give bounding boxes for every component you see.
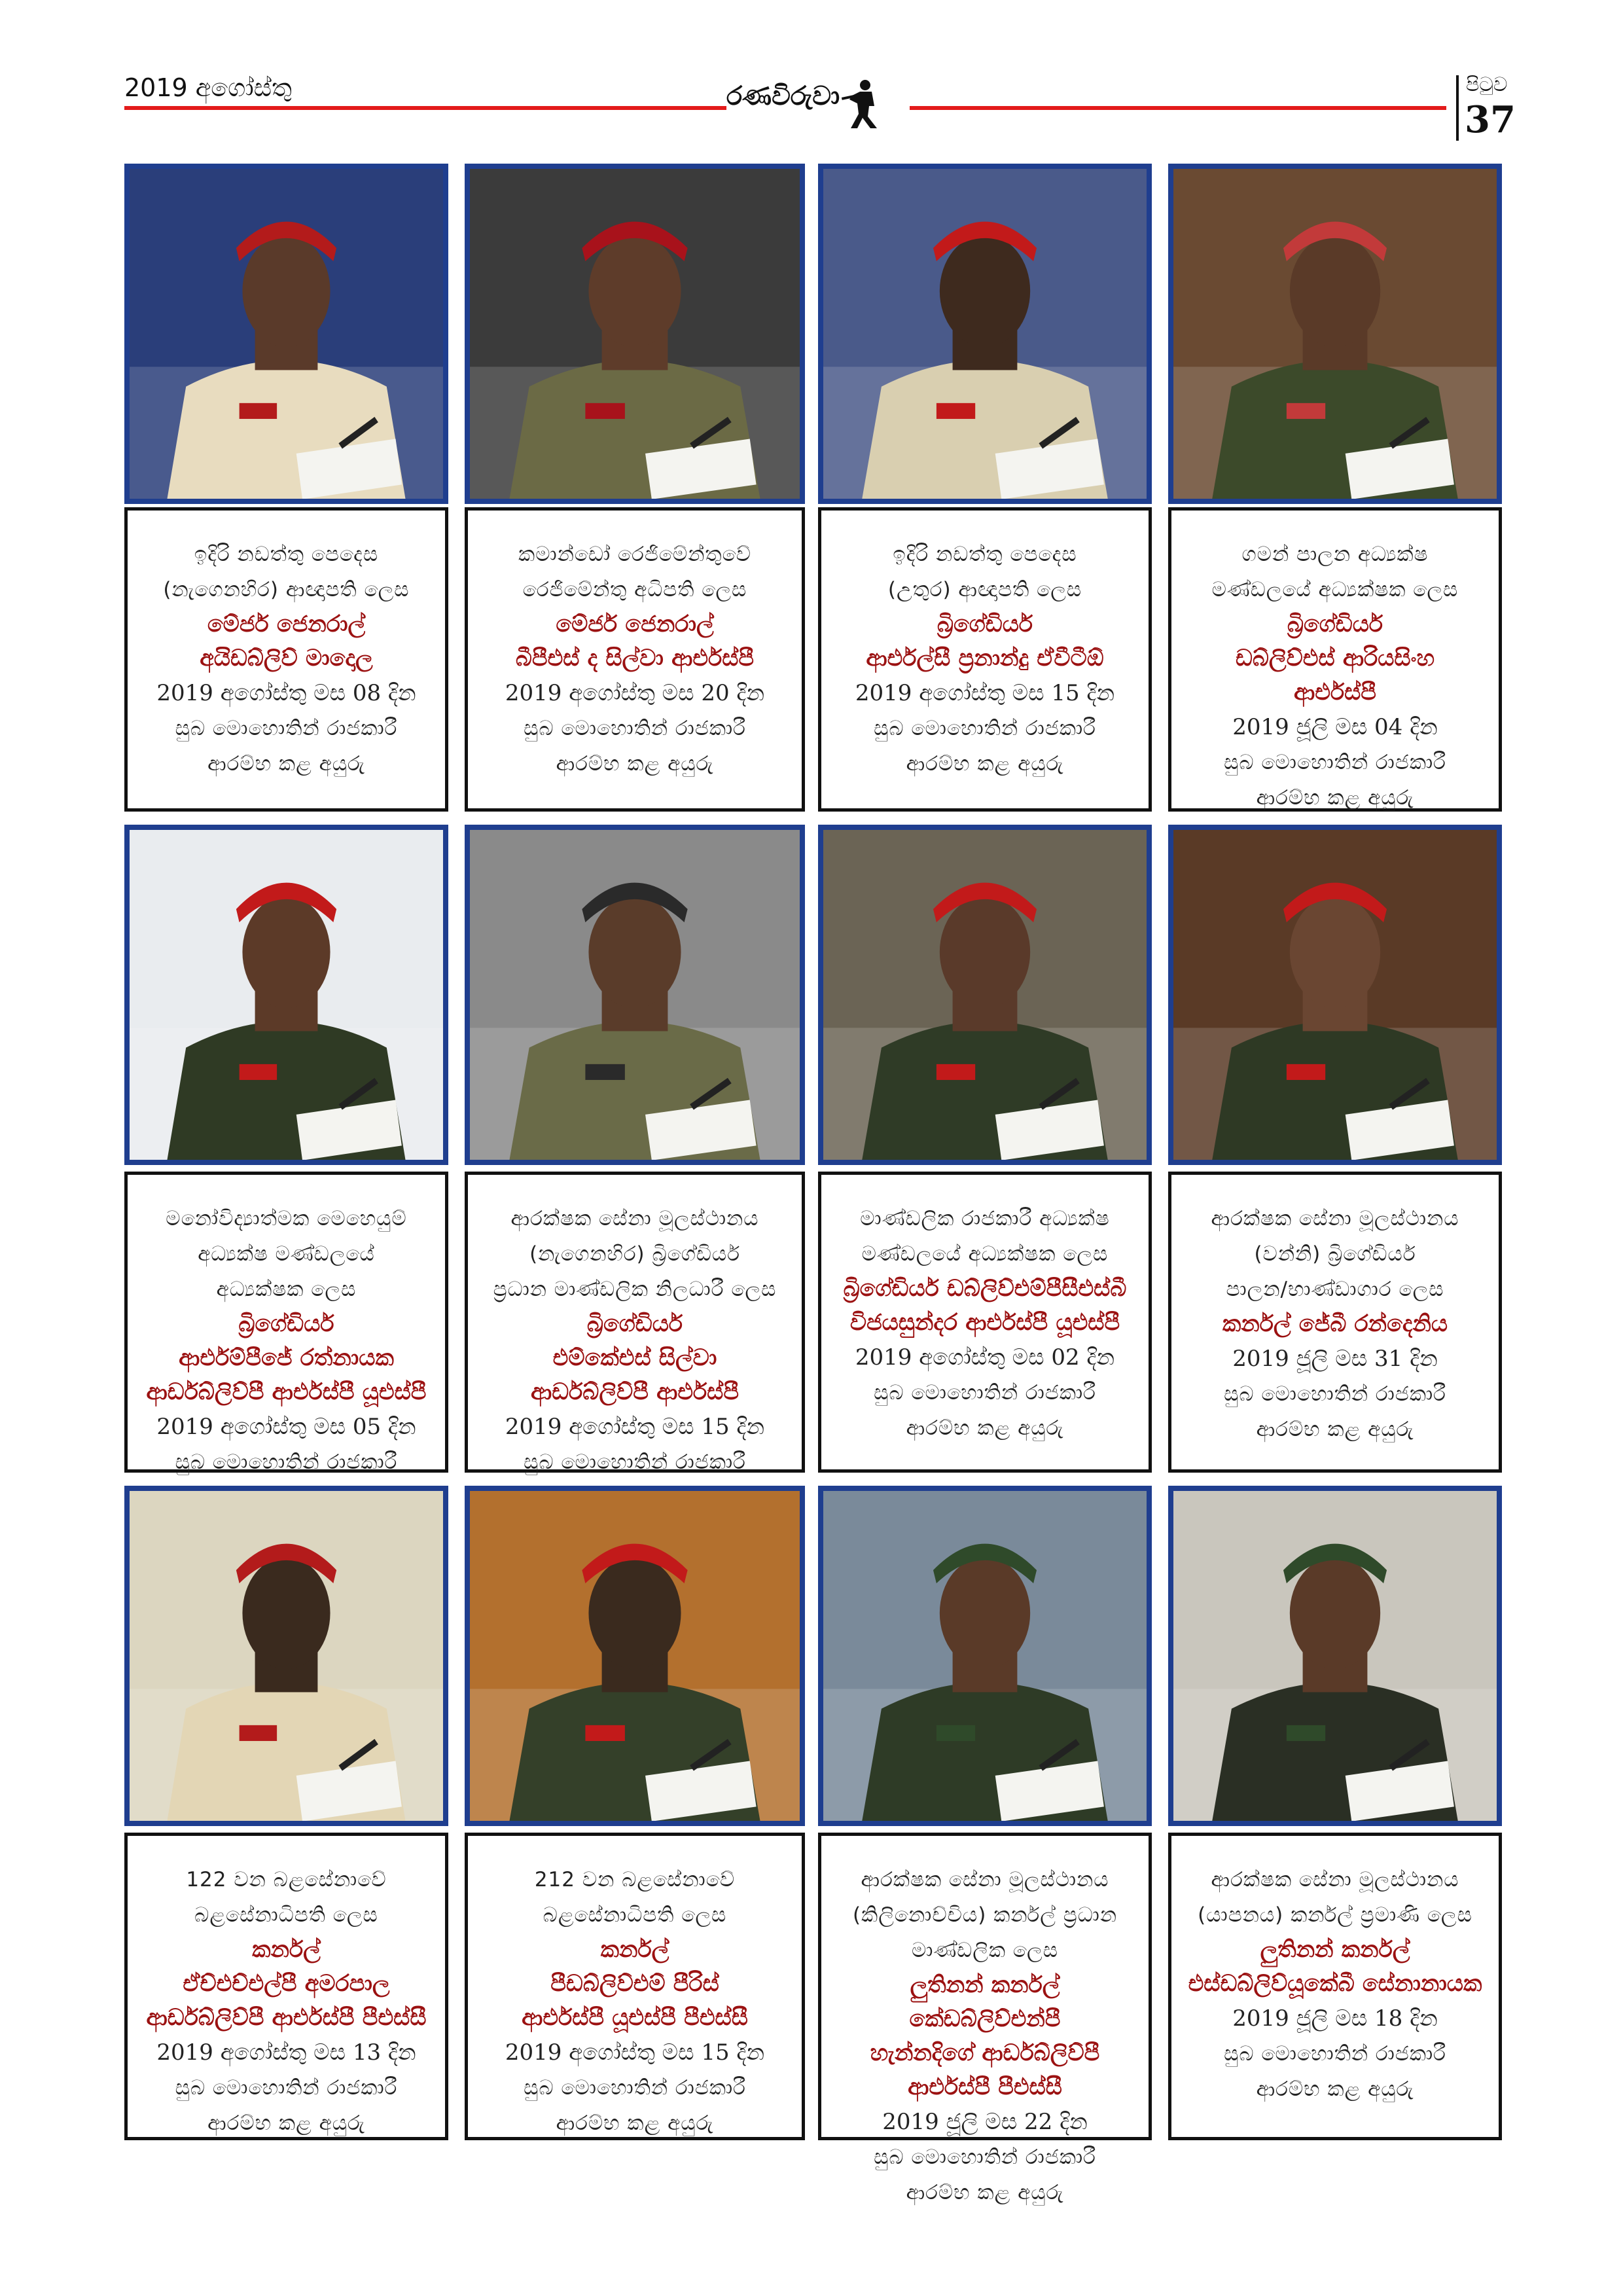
masthead-logo — [726, 77, 910, 130]
appointment-role-line: ඉදිරි නඩත්තු පෙදෙස — [194, 543, 379, 566]
assumption-note-line: සුබ මොහොතින් රාජකාරී — [1224, 2042, 1446, 2066]
appointment-role-line: ආරක්ෂක සේනා මූලස්ථානය — [1211, 1207, 1459, 1230]
assumption-date: 2019 ජූලි මස 31 දින — [1232, 1346, 1438, 1372]
officer-name-line: කර්නල් ජේබී රන්දෙනිය — [1222, 1311, 1448, 1337]
assumption-date: 2019 අගෝස්තු මස 05 දින — [156, 1414, 416, 1440]
officer-name-line: කර්නල් — [252, 1937, 321, 1963]
assumption-date: 2019 අගෝස්තු මස 02 දින — [855, 1344, 1115, 1371]
appointment-role-line: ආරක්ෂක සේනා මූලස්ථානය — [510, 1207, 759, 1230]
assumption-note-line: ආරම්භ කළ අයුරු — [906, 752, 1064, 776]
officer-name-line: බ්‍රිගේඩියර් — [586, 1311, 683, 1337]
appointment-role-line: (නැගෙනහිර) ආඥාපති ලෙස — [163, 578, 410, 601]
officer-name-line: කර්නල් — [600, 1937, 669, 1963]
officer-name-line: හැන්නදිගේ ආර්ඩබ්ලිව්පී — [870, 2040, 1100, 2066]
officer-photo — [818, 164, 1152, 504]
assumption-note-line: සුබ මොහොතින් රාජකාරී — [1224, 751, 1446, 774]
appointment-role-line: මණ්ඩලයේ අධ්‍යක්ෂක ලෙස — [861, 1242, 1109, 1266]
appointment-caption — [818, 1172, 1152, 1473]
officer-name-line: ලුතිනන් කර්නල් — [1260, 1937, 1410, 1963]
assumption-date: 2019 අගෝස්තු මස 08 දින — [156, 680, 416, 706]
assumption-note-line: ආරම්භ කළ අයුරු — [207, 2111, 365, 2135]
officer-name-line: මේජර් ජෙනරාල් — [556, 611, 714, 637]
assumption-note-line: සුබ මොහොතින් රාජකාරී — [524, 1450, 746, 1474]
appointment-role-line: මනෝවිද්‍යාත්මක මෙහෙයුම් — [166, 1207, 407, 1230]
officer-name-line: පීඩබ්ලිව්එම් පීරිස් — [550, 1971, 719, 1997]
appointment-role-line: ප්‍රධාන මාණ්ඩලික නිලධාරී ලෙස — [493, 1278, 777, 1301]
officer-photo — [465, 1486, 805, 1826]
appointment-role-line: රෙජිමේන්තු අධිපති ලෙස — [522, 578, 747, 601]
officer-name-line: ආර්ඩබ්ලිව්පී ආර්එස්පී යූඑස්පී — [146, 1379, 427, 1405]
header-rule-left — [124, 106, 726, 110]
officer-name-line: ඩබ්ලිව්එස් ආරියසිංහ — [1235, 645, 1435, 672]
appointment-role-line: 122 වන බළසේනාවේ — [186, 1868, 387, 1892]
officer-photo — [1168, 1486, 1502, 1826]
appointment-role-line: බළසේනාධිපති ලෙස — [194, 1903, 378, 1927]
assumption-note-line: ආරම්භ කළ අයුරු — [906, 2181, 1064, 2204]
officer-photo — [124, 164, 448, 504]
appointment-caption — [1168, 507, 1502, 812]
officer-photo — [818, 825, 1152, 1165]
appointment-role-line: කමාන්ඩෝ රෙජිමේන්තුවේ — [518, 543, 751, 566]
assumption-note-line: ආරම්භ කළ අයුරු — [906, 1416, 1064, 1440]
officer-name-line: ලුතිනන් කර්නල් කේඩබ්ලිව්එන්පී — [909, 1972, 1061, 2032]
assumption-note-line: ආරම්භ කළ අයුරු — [1256, 786, 1414, 810]
assumption-note-line: සුබ මොහොතින් රාජකාරී — [175, 2076, 398, 2100]
assumption-note-line: සුබ මොහොතින් රාජකාරී — [524, 717, 746, 740]
appointment-caption — [818, 1833, 1152, 2204]
officer-name-line: අයිඩබ්ලිව් මාදොල — [200, 645, 373, 672]
appointment-caption — [465, 507, 805, 812]
officer-photo — [124, 825, 448, 1165]
assumption-date: 2019 ජූලි මස 22 දින — [882, 2109, 1088, 2135]
appointment-role-line: අධ්‍යක්ෂක ලෙස — [216, 1278, 357, 1301]
assumption-note-line: ආරම්භ කළ අයුරු — [207, 752, 365, 776]
officer-name-line: ආර්එස්පී යූඑස්පී පීඑස්සී — [522, 2005, 748, 2031]
appointment-caption — [1168, 1172, 1502, 1473]
assumption-note-line: ආරම්භ කළ අයුරු — [556, 752, 714, 776]
officer-photo — [1168, 164, 1502, 504]
appointment-role-line: (වන්නි) බ්‍රිගේඩියර් — [1254, 1242, 1416, 1266]
appointment-role-line: (නැගෙනහිර) බ්‍රිගේඩියර් — [529, 1242, 740, 1266]
officer-photo — [1168, 825, 1502, 1165]
officer-name-line: බීපීඑස් ද සිල්වා ආර්එස්පී — [515, 645, 755, 672]
appointment-role-line: බළසේනාධිපති ලෙස — [543, 1903, 727, 1927]
appointment-role-line: ඉදිරි නඩත්තු පෙදෙස — [893, 543, 1077, 566]
appointment-role-line: ගමන් පාලන අධ්‍යක්ෂ — [1241, 543, 1429, 566]
officer-name-line: මේජර් ජෙනරාල් — [207, 611, 366, 637]
appointment-role-line: මාණ්ඩලික රාජකාරී අධ්‍යක්ෂ — [860, 1207, 1110, 1230]
appointment-caption — [1168, 1833, 1502, 2140]
appointment-role-line: පාලන/භාණ්ඩාගාර ලෙස — [1226, 1278, 1444, 1301]
page-label: පිටුව — [1466, 73, 1508, 96]
officer-name-line: ආර්එල්සී ප්‍රනාන්දු ඒවීටීඕ — [866, 645, 1104, 672]
officer-name-line: විජයසුන්දර ආර්එස්පී යූඑස්පී — [849, 1310, 1120, 1336]
assumption-note-line: සුබ මොහොතින් රාජකාරී — [874, 1381, 1096, 1405]
officer-photo — [465, 164, 805, 504]
appointment-role-line: (යාපනය) කර්නල් ප්‍රමාණි ලෙස — [1198, 1903, 1472, 1927]
assumption-date: 2019 අගෝස්තු මස 13 දින — [156, 2039, 416, 2066]
assumption-note-line: සුබ මොහොතින් රාජකාරී — [874, 2145, 1096, 2169]
assumption-date: 2019 ජූලි මස 18 දින — [1232, 2005, 1438, 2032]
officer-photo — [124, 1486, 448, 1826]
header-rule-right — [910, 106, 1446, 110]
assumption-note-line: සුබ මොහොතින් රාජකාරී — [874, 717, 1096, 740]
officer-name-line: එස්ඩබ්ලිව්යූකේබී සේනානායක — [1188, 1971, 1482, 1997]
appointment-role-line: අධ්‍යක්ෂ මණ්ඩලයේ — [198, 1242, 375, 1266]
officer-name-line: බ්‍රිගේඩියර් — [1287, 611, 1383, 637]
header-divider — [1456, 75, 1459, 141]
assumption-date: 2019 අගෝස්තු මස 15 දින — [855, 680, 1115, 706]
assumption-note-line: සුබ මොහොතින් රාජකාරී — [175, 1450, 398, 1474]
appointment-caption — [818, 507, 1152, 812]
officer-name-line: ආර්එස්පී — [1294, 679, 1376, 706]
assumption-note-line: සුබ මොහොතින් රාජකාරී — [524, 2076, 746, 2100]
assumption-note-line: සුබ මොහොතින් රාජකාරී — [1224, 1382, 1446, 1406]
assumption-date: 2019 අගෝස්තු මස 15 දින — [505, 1414, 765, 1440]
assumption-date: 2019 ජූලි මස 04 දින — [1232, 714, 1438, 740]
appointment-caption — [465, 1833, 805, 2140]
appointment-role-line: (උතුර) ආඥාපති ලෙස — [887, 578, 1082, 601]
officer-name-line: බ්‍රිගේඩියර් — [238, 1311, 334, 1337]
officer-name-line: බ්‍රිගේඩියර් ඩබ්ලිව්එම්පීසීඑස්බී — [843, 1276, 1127, 1302]
officer-name-line: ආර්ඩබ්ලිව්පී ආර්එස්පී — [530, 1379, 740, 1405]
officer-name-line: එම්කේඑස් සිල්වා — [552, 1345, 717, 1371]
appointment-caption — [124, 1833, 448, 2140]
officer-photo — [818, 1486, 1152, 1826]
officer-name-line: බ්‍රිගේඩියර් — [936, 611, 1033, 637]
soldier-icon — [838, 77, 890, 130]
officer-name-line: ආර්එස්පී පීඑස්සී — [908, 2074, 1062, 2100]
appointment-role-line: මණ්ඩලයේ අධ්‍යක්ෂක ලෙස — [1211, 578, 1459, 601]
assumption-note-line: සුබ මොහොතින් රාජකාරී — [175, 717, 398, 740]
appointment-caption — [124, 507, 448, 812]
officer-name-line: ආර්එම්පීජේ රත්නායක — [179, 1345, 394, 1371]
officer-name-line: ඒච්එච්එල්පී අමරපාල — [183, 1971, 390, 1997]
appointment-role-line: මාණ්ඩලික ලෙස — [911, 1939, 1058, 1962]
officer-photo — [465, 825, 805, 1165]
appointment-caption — [124, 1172, 448, 1473]
assumption-note-line: ආරම්භ කළ අයුරු — [1256, 2077, 1414, 2101]
assumption-date: 2019 අගෝස්තු මස 20 දින — [505, 680, 765, 706]
appointment-role-line: (කිලිනොච්චිය) කර්නල් ප්‍රධාන — [852, 1903, 1118, 1927]
officer-name-line: ආර්ඩබ්ලිව්පී ආර්එස්පී පීඑස්සී — [146, 2005, 427, 2031]
masthead-logo-text: රණවිරුවා — [726, 81, 840, 111]
issue-date: 2019 අගෝස්තු — [124, 73, 292, 102]
page-number: 37 — [1465, 98, 1516, 141]
appointment-caption — [465, 1172, 805, 1473]
assumption-note-line: ආරම්භ කළ අයුරු — [1256, 1418, 1414, 1441]
appointment-role-line: ආරක්ෂක සේනා මූලස්ථානය — [1211, 1868, 1459, 1892]
assumption-date: 2019 අගෝස්තු මස 15 දින — [505, 2039, 765, 2066]
appointment-role-line: ආරක්ෂක සේනා මූලස්ථානය — [861, 1868, 1109, 1892]
assumption-note-line: ආරම්භ කළ අයුරු — [556, 2111, 714, 2135]
appointment-role-line: 212 වන බළසේනාවේ — [534, 1868, 736, 1892]
